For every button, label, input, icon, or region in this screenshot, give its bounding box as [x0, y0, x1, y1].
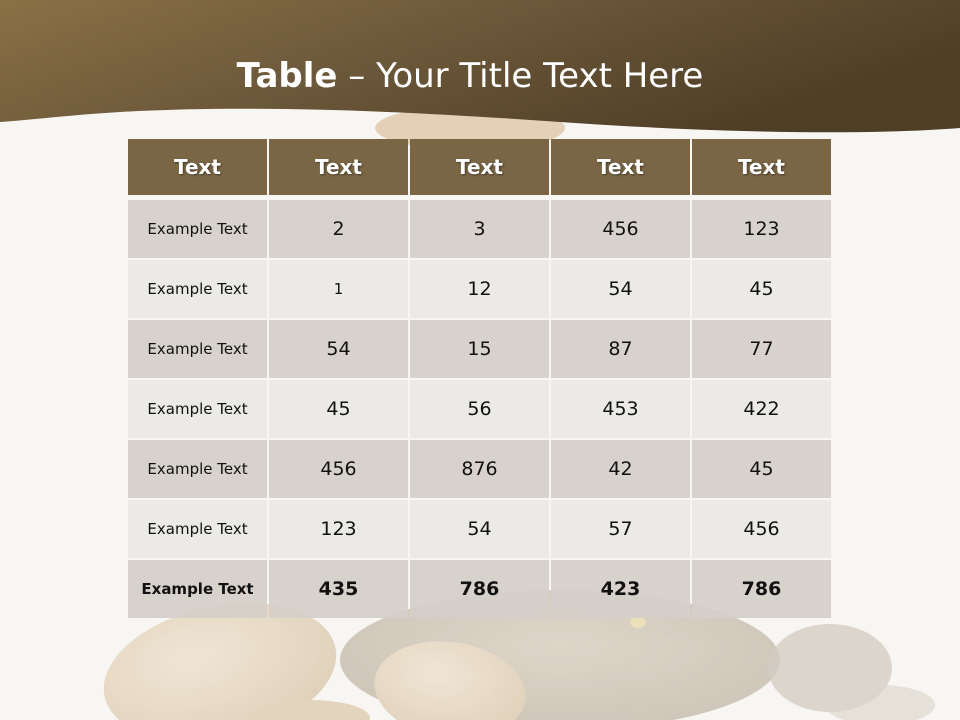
table-cell: 57 [551, 500, 690, 558]
title-rest-part: – Your Title Text Here [337, 56, 704, 96]
table-row [128, 440, 831, 498]
table-cell: 77 [692, 320, 831, 378]
table-cell: 456 [269, 440, 408, 498]
table-cell: 45 [692, 440, 831, 498]
row-label: Example Text [128, 560, 267, 618]
row-label: Example Text [128, 380, 267, 438]
table-header-row [128, 139, 831, 195]
table-cell: 786 [692, 560, 831, 618]
table-cell: 45 [269, 380, 408, 438]
column-header: Text [551, 139, 690, 195]
row-label: Example Text [128, 260, 267, 318]
column-header: Text [692, 139, 831, 195]
table-cell: 2 [269, 200, 408, 258]
column-header: Text [269, 139, 408, 195]
table-cell: 422 [692, 380, 831, 438]
column-header: Text [410, 139, 549, 195]
table-cell: 456 [551, 200, 690, 258]
row-label: Example Text [128, 440, 267, 498]
table-total-row [128, 560, 831, 618]
row-label: Example Text [128, 200, 267, 258]
column-header: Text [128, 139, 267, 195]
table-row [128, 500, 831, 558]
table-cell: 45 [692, 260, 831, 318]
table-row [128, 200, 831, 258]
table-cell: 453 [551, 380, 690, 438]
table-cell: 3 [410, 200, 549, 258]
data-table [126, 137, 833, 620]
table-cell: 42 [551, 440, 690, 498]
table-cell: 54 [269, 320, 408, 378]
table-cell: 123 [269, 500, 408, 558]
row-label: Example Text [128, 320, 267, 378]
table-cell: 456 [692, 500, 831, 558]
table-cell: 423 [551, 560, 690, 618]
table-cell: 54 [410, 500, 549, 558]
row-label: Example Text [128, 500, 267, 558]
table-cell: 1 [269, 260, 408, 318]
table-cell: 123 [692, 200, 831, 258]
header-spacer [128, 197, 831, 198]
table-cell: 786 [410, 560, 549, 618]
table-row [128, 320, 831, 378]
table-cell: 56 [410, 380, 549, 438]
table-cell: 876 [410, 440, 549, 498]
table-row [128, 380, 831, 438]
table-cell: 87 [551, 320, 690, 378]
table-row [128, 260, 831, 318]
table-cell: 12 [410, 260, 549, 318]
table-cell: 435 [269, 560, 408, 618]
table-cell: 15 [410, 320, 549, 378]
slide-title [0, 52, 940, 100]
title-bold-part: Table [236, 56, 338, 96]
table-cell: 54 [551, 260, 690, 318]
